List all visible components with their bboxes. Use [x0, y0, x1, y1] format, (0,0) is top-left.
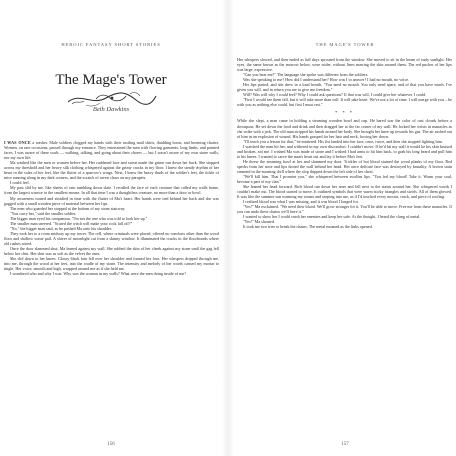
paragraph: "No," the bigger man said, as he pushed Ma onto his shoulder.: [10, 225, 113, 231]
paragraph: They took her to a room midway up my tower. The cell, where criminals were placed, offered no comforts other than the wood floor and shallow waste pail. A shiver of moonlight cut from a skinny window. It illuminated the cracks in the floorboards where old rushes rotted.: [4, 230, 219, 246]
paragraph: "I'll teach you a lesson for that," he muttered. His fist landed into her face, once, twice, and then she stopped fighting him.: [243, 138, 443, 144]
right-page: [234, 0, 456, 456]
paragraph: I realized blood was what I was missing, and it was blood I longed for.: [243, 199, 359, 205]
paragraph: Ma washed like the men or women before her. Her ruddened face and sweat made the grime run down her back. She stopped across my threshold and her heavy silk clothing whispered against the grimy cracks in my floor. I knew the steady rhythm of her heart in the soles of her feet, like the flutter of a sparrow's wings. Next, I knew the heavy thuds of the soldier's feet, the tickle of mice running along in my dark corners, and the scratch of raven claws on my parapets.: [4, 160, 219, 181]
paragraph: Was she speaking to me? How did I understand her? How was I to answer? I had no mouth, no voice.: [243, 77, 410, 83]
paragraph: "Yes!" Ma shouted.: [243, 219, 275, 225]
paragraph: "Yes!" Ma exclaimed. "We need their blood. We'll grow stronger for it. You'll be able to move. Free me from these manacles. If you can undo these chains we'll have it.": [237, 204, 452, 215]
paragraph: "You carry her," said the smaller soldier.: [10, 210, 77, 216]
page-number-left: 156: [107, 442, 115, 447]
paragraph: She leaned her head forward. Rich blood ran down her nose and fell next to the stains around her. She whispered words I couldn't make out. The blood started to move. It outlined symbols that were warm sticky triangles and swirls. All of them glowed. It was like the summer sun warming my stones and seeping into me, as if I'd touched every mortar, crack, and piece of roofing.: [237, 184, 452, 200]
paragraph: The smaller man sneered. "Scared the witch will make your cock fall off?": [10, 220, 133, 226]
paragraph: [4, 140, 219, 160]
paragraph: Her whispers slowed, and then ended as full days sprouted from the window. She moved to sit in the beam of early sunlight. Her eyes, the same brown as the morrow below, were wider, without lines marring the skin around them. The red pucker of her lips was large, expressive.: [237, 57, 452, 73]
paragraph: I watched the man hit her, and withered in my own discomfort. I couldn't move. If he'd hit my wall it would be his skin bruised and broken, not me. I wished Ma was made of stone and I wished I had arms to hit him back, to grab his long beard and pull him to his knees. I wanted to carve the man's heart out and lay it before Ma's feet.: [237, 143, 452, 159]
paragraph: "First I would see them fall, but it will take more than will. It will take heart. We've not a lot of time. I will merge with you – be with you as nothing else could, but first I must rest.": [237, 97, 452, 108]
paragraph: While she slept, a man came in holding a steaming wooden bowl and cup. He bared war the color of rust clouds before a downpour. He set down the food and drink and then dragged her to the far corner of my wall. He locked her wrists in manacles as she woke with a jerk. The old man stripped his hands around her body. She brought her knee up towards his gut. The air rushed out of him in an explosion of wound. His hands grasped for her hair and neck, forcing her down.: [237, 118, 452, 139]
paragraph: Her lips parted, and she drew in a loud breath. "You need no mouth. You only need spare, and of that you have much. I've given you will, and in return you are to give me freedom.": [237, 82, 452, 93]
paragraph: "Can you hear me?" The language she spoke was different from the soldiers.: [243, 72, 369, 78]
paragraph: The bigger man eyed his companion. "I'm not the one who was told to look her up.": [10, 215, 148, 221]
paragraph: My awareness turned and steadied in time with the flutter of Ma's heart. Her hands were tied behind her back and she was gagged with a small wooden piece of material between her lips.: [4, 195, 219, 206]
paragraph: "We'll kill him. That I promise you," she whispered between swollen lips. "You fed my blood! Take it. Warm your soul, become a part of my clan.": [237, 173, 452, 185]
running-head-right: THE MAGE'S TOWER: [315, 42, 375, 47]
paragraph: Once the door slammed shut, Ma leaned against my wall. She rubbed the skin of her cheek against my stone until the gag fell below her chin. Her skin was as soft as the velvet the ones.: [4, 245, 219, 257]
story-title: The Mage's Tower: [55, 72, 167, 88]
book-gutter: [222, 0, 234, 456]
right-body-text: [237, 57, 452, 230]
author-name: Beth Dawkins: [92, 106, 130, 113]
paragraph: I could feel.: [10, 180, 30, 186]
paragraph: It took me two tries to break the chains. The metal moaned as the links opened.: [243, 224, 373, 230]
left-body-text: [4, 140, 219, 276]
paragraph: I wondered who and why I was. Why was the woman in my walls? What were the men doing inside of me?: [10, 271, 187, 277]
scene-break: * * *: [335, 110, 354, 116]
left-page: [0, 0, 222, 456]
paragraph: I wanted to show her I could crush her enemies and keep her safe. At the thought, I heard the clang of metal.: [243, 214, 421, 220]
paragraph: She slid down to her knees. Glossy black hair fell over her shoulder and framed her face. Her whispers dripped through me, into me, through the wood at her feet, into the cradle of my stone. The intensity and melody of her words caused my mortar to tingle. Her voice, smooth and high, wrapped around me as if she held me.: [4, 256, 219, 272]
page-number-right: 157: [341, 442, 349, 447]
paragraph-text: a washer. Male soldiers clogged my hands with their rustling mail shirts, thudding boots, and booming chatter. Women, on rare occasions, passed through my entrance. They entertained the men with flowing garments, long limbs, and painted faces. I was aware of these souls — walking, talking, and going about their chores — but I wasn't aware of my own stone walls, nor my own life.: [4, 140, 219, 161]
paragraph: Will? Was will why I could feel? Why I could ask questions? If that was will, I could give her whatever I could.: [243, 92, 427, 98]
lead-in: I WAS ONCE: [4, 140, 31, 145]
paragraph: He threw the steaming bowl at her and slammed my door. Trickles of hot blood stained the wood planks of my floor. Red specks from her nose and lips dotted the wall behind her head. Her once delicate face was destroyed by brutality. A brown stain steamed in the morning chill where the slop dripped down the left side of her chest.: [237, 158, 452, 174]
paragraph: My past slid by me, like sheets of rain tumbling down slate. I recalled the face of each creature that called my walls home, from the largest warrior to the smallest mouse. In all that time I was a thoughtless creature, no more than a door or bowl.: [4, 185, 219, 196]
running-head-left: HEROIC FANTASY SHORT STORIES: [61, 42, 161, 47]
paragraph: The men who guarded her stopped at the bottom of my stone stairway.: [10, 205, 126, 211]
